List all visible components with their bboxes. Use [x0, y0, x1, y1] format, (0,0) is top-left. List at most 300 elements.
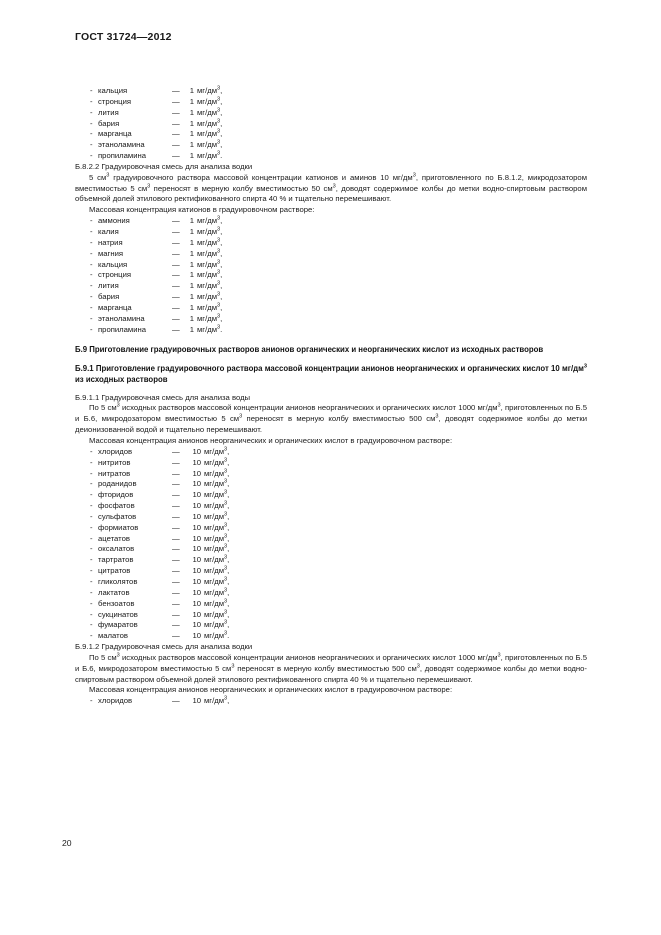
sup-cube: 3 — [224, 619, 228, 626]
sup-cube: 3 — [224, 554, 228, 561]
sup-cube: 3 — [224, 576, 228, 583]
spacer — [75, 335, 587, 344]
list-item-value: 1 — [189, 216, 194, 226]
list-item-bullet: - — [90, 248, 93, 258]
list-item-label: хлоридов — [98, 696, 133, 706]
list-item-label: гликолятов — [98, 576, 138, 586]
list-item — [75, 151, 587, 162]
list-item-bullet: - — [90, 544, 93, 554]
list-item-value: 10 — [192, 457, 201, 467]
list-item-unit: мг/дм — [204, 533, 224, 543]
sup-cube: 3 — [217, 237, 221, 244]
list-item — [75, 696, 587, 707]
list-item-separator: — — [172, 587, 180, 597]
list-item-label: кальция — [98, 86, 128, 95]
b912-p2: исходных растворов массовой концентрации анионов неорганических и органических кислот 1000 мг/дм — [119, 652, 498, 662]
list-item-unit: мг/дм — [197, 270, 217, 280]
list-item-label: лития — [98, 107, 119, 117]
lead-in-b911: Массовая концентрация анионов неорганических и органических кислот в градуировочном растворе: — [89, 436, 453, 445]
list-item-unit: мг/дм — [204, 576, 224, 586]
list-item-bullet: - — [90, 292, 93, 302]
list-item-label: тартратов — [98, 555, 134, 565]
list-item-label: нитратов — [98, 468, 131, 478]
list-item-label: магния — [98, 248, 124, 258]
list-item-punctuation: , — [227, 479, 230, 489]
list-item — [75, 447, 587, 458]
list-item — [75, 544, 587, 555]
list-cations — [75, 216, 587, 335]
list-item-separator: — — [172, 696, 180, 706]
list-item — [75, 270, 587, 281]
sup-cube: 3 — [224, 511, 228, 518]
list-item-label: натрия — [98, 237, 123, 247]
list-item — [75, 108, 587, 119]
list-item-unit: мг/дм — [204, 479, 224, 489]
list-item-separator: — — [172, 522, 180, 532]
list-item-bullet: - — [90, 555, 93, 565]
list-item-separator: — — [172, 479, 180, 489]
list-item-bullet: - — [90, 216, 93, 226]
list-item — [75, 303, 587, 314]
list-item-punctuation: , — [227, 446, 230, 456]
list-item — [75, 86, 587, 97]
list-item-punctuation: , — [220, 313, 223, 323]
list-item-value: 1 — [189, 107, 194, 117]
list-item-separator: — — [172, 598, 180, 608]
sup-cube: 3 — [217, 269, 221, 276]
sup-cube: 3 — [217, 248, 221, 255]
list-item-bullet: - — [90, 446, 93, 456]
sup-cube: 3 — [583, 363, 587, 370]
list-item-punctuation: , — [220, 259, 223, 269]
sup-cube: 3 — [416, 663, 420, 670]
list-item-punctuation: , — [220, 237, 223, 247]
list-item-separator: — — [172, 631, 180, 641]
list-item-punctuation: , — [227, 533, 230, 543]
list-item — [75, 631, 587, 642]
paragraph-b912-body — [75, 653, 587, 686]
list-item-value: 10 — [192, 446, 201, 456]
list-item-separator: — — [172, 544, 180, 554]
list-item-label: стронция — [98, 96, 132, 106]
list-item-label: оксалатов — [98, 544, 135, 554]
list-item-punctuation: , — [227, 620, 230, 630]
heading-b9: Б.9 Приготовление градуировочных растворов анионов органических и неорганических кислот из исходных растворов — [75, 345, 544, 355]
lead-in-b912: Массовая концентрация анионов неорганических и органических кислот в градуировочном растворе: — [89, 685, 453, 695]
list-item — [75, 479, 587, 490]
list-amines-tail — [75, 86, 587, 162]
sup-cube: 3 — [217, 313, 221, 320]
list-item — [75, 523, 587, 534]
heading-b911: Б.9.1.1 Градуировочная смесь для анализа воды — [75, 392, 251, 402]
sup-cube: 3 — [224, 489, 228, 496]
list-item-separator: — — [172, 118, 180, 128]
sup-cube: 3 — [497, 402, 501, 409]
b822-p3: , приготовленного по Б.8.1.2, микродозатором вместимостью 5 см — [75, 172, 587, 193]
list-item-label: кальция — [98, 259, 128, 269]
spacer — [75, 386, 587, 393]
b911-p2: исходных растворов массовой концентрации анионов неорганических и органических кислот 1000 мг/дм — [119, 403, 498, 413]
list-item-unit: мг/дм — [197, 292, 217, 302]
heading-b822: Б.8.2.2 Градуировочная смесь для анализа водки — [75, 161, 253, 171]
b911-p3: , приготовленных по Б.5 и Б.6, микродозатором вместимостью 5 см — [75, 403, 588, 424]
sup-cube: 3 — [239, 413, 243, 420]
list-item-punctuation: , — [227, 522, 230, 532]
list-item-unit: мг/дм — [204, 544, 224, 554]
list-item-punctuation: . — [227, 631, 230, 641]
list-item-unit: мг/дм — [197, 118, 217, 128]
list-item — [75, 458, 587, 469]
list-item-bullet: - — [90, 501, 93, 511]
list-item-unit: мг/дм — [204, 620, 224, 630]
list-item-separator: — — [172, 292, 180, 302]
list-item-label: бария — [98, 292, 120, 302]
list-item-value: 10 — [192, 468, 201, 478]
list-item-label: этаноламина — [98, 140, 145, 150]
list-item-bullet: - — [90, 511, 93, 521]
sup-cube: 3 — [332, 183, 336, 190]
sup-cube: 3 — [231, 663, 235, 670]
list-item-bullet: - — [90, 302, 93, 312]
list-item-label: фумаратов — [98, 620, 138, 630]
list-item-bullet: - — [90, 140, 93, 150]
list-item-label: фосфатов — [98, 501, 135, 511]
list-item-label: лактатов — [98, 587, 130, 597]
b912-p3: , приготовленных по Б.5 и Б.6, микродозатором вместимостью 5 см — [75, 652, 588, 673]
page-header: ГОСТ 31724—2012 — [75, 31, 172, 43]
list-item-punctuation: , — [220, 86, 223, 95]
list-item-label: сукцинатов — [98, 609, 138, 619]
list-item-bullet: - — [90, 609, 93, 619]
list-item-value: 10 — [192, 587, 201, 597]
list-item-separator: — — [172, 576, 180, 586]
list-item-unit: мг/дм — [197, 302, 217, 312]
b911-p5: , доводят содержимое колбы до метки деионизованной водой и тщательно перемешивают. — [75, 414, 587, 435]
spacer — [75, 356, 587, 363]
list-item — [75, 325, 587, 336]
list-item — [75, 292, 587, 303]
list-item-value: 10 — [192, 501, 201, 511]
list-item-separator: — — [172, 533, 180, 543]
sup-cube: 3 — [224, 446, 228, 453]
list-item-punctuation: , — [227, 457, 230, 467]
list-item-value: 1 — [189, 86, 194, 95]
list-item — [75, 534, 587, 545]
list-item-value: 10 — [192, 555, 201, 565]
list-item-bullet: - — [90, 587, 93, 597]
list-item-bullet: - — [90, 151, 93, 161]
list-item-value: 10 — [192, 566, 201, 576]
list-item-separator: — — [172, 107, 180, 117]
b912-p5: , доводят содержимое колбы до метки водно-спиртовым раствором объемной долей этилового ректификованного спирта 40 % и тщательно перемешивают. — [75, 663, 587, 684]
list-item-label: формиатов — [98, 522, 139, 532]
list-item-punctuation: , — [227, 587, 230, 597]
list-item-separator: — — [172, 609, 180, 619]
sup-cube: 3 — [217, 302, 221, 309]
sup-cube: 3 — [147, 183, 151, 190]
list-item-value: 10 — [192, 598, 201, 608]
sup-cube: 3 — [217, 96, 221, 103]
list-item — [75, 216, 587, 227]
list-item-separator: — — [172, 226, 180, 236]
list-item-unit: мг/дм — [197, 216, 217, 226]
list-item-label: малатов — [98, 631, 128, 641]
list-item-punctuation: , — [227, 511, 230, 521]
sup-cube: 3 — [224, 543, 228, 550]
list-item-value: 1 — [189, 270, 194, 280]
list-anions-vodka — [75, 696, 587, 707]
sup-cube: 3 — [224, 598, 228, 605]
list-item-bullet: - — [90, 566, 93, 576]
list-item-value: 1 — [189, 313, 194, 323]
list-item — [75, 610, 587, 621]
b911-p4: переносят в мерную колбу вместимостью 500 см — [242, 414, 436, 424]
list-item-separator: — — [172, 270, 180, 280]
b912-p4: переносят в мерную колбу вместимостью 500 см — [234, 663, 417, 673]
list-item-bullet: - — [90, 270, 93, 280]
list-item-separator: — — [172, 620, 180, 630]
list-item-bullet: - — [90, 118, 93, 128]
list-item-value: 1 — [189, 324, 194, 334]
list-item-unit: мг/дм — [197, 237, 217, 247]
list-item-separator: — — [172, 457, 180, 467]
list-item-bullet: - — [90, 533, 93, 543]
list-item-separator: — — [172, 490, 180, 500]
list-item-value: 1 — [189, 259, 194, 269]
list-item — [75, 599, 587, 610]
sup-cube: 3 — [224, 533, 228, 540]
list-item-bullet: - — [90, 631, 93, 641]
sup-cube: 3 — [217, 117, 221, 124]
list-item-punctuation: , — [220, 140, 223, 150]
list-item-value: 10 — [192, 620, 201, 630]
list-item-bullet: - — [90, 324, 93, 334]
list-item-punctuation: , — [227, 598, 230, 608]
list-item-label: марганца — [98, 129, 132, 139]
list-item-separator: — — [172, 313, 180, 323]
list-item-separator: — — [172, 86, 180, 95]
list-item-separator: — — [172, 324, 180, 334]
list-item-bullet: - — [90, 468, 93, 478]
sup-cube: 3 — [412, 172, 416, 179]
list-item-bullet: - — [90, 96, 93, 106]
list-item-bullet: - — [90, 522, 93, 532]
list-item-separator: — — [172, 501, 180, 511]
list-item-separator: — — [172, 555, 180, 565]
list-item — [75, 566, 587, 577]
list-item-separator: — — [172, 96, 180, 106]
list-item-unit: мг/дм — [204, 555, 224, 565]
sup-cube: 3 — [116, 652, 120, 659]
list-item-value: 10 — [192, 544, 201, 554]
list-item-label: пропиламина — [98, 324, 147, 334]
list-item-unit: мг/дм — [204, 457, 224, 467]
list-item-unit: мг/дм — [197, 313, 217, 323]
list-item-label: роданидов — [98, 479, 137, 489]
list-item-punctuation: , — [220, 118, 223, 128]
list-item-punctuation: , — [227, 490, 230, 500]
list-item-unit: мг/дм — [197, 107, 217, 117]
list-item-punctuation: . — [220, 151, 223, 161]
list-item-punctuation: , — [220, 216, 223, 226]
list-item-label: стронция — [98, 270, 132, 280]
list-item-separator: — — [172, 237, 180, 247]
sup-cube: 3 — [217, 324, 221, 330]
list-item-bullet: - — [90, 226, 93, 236]
list-item-value: 1 — [189, 226, 194, 236]
list-item-bullet: - — [90, 313, 93, 323]
list-item-punctuation: , — [220, 248, 223, 258]
list-item — [75, 227, 587, 238]
list-item — [75, 555, 587, 566]
list-item-value: 1 — [189, 281, 194, 291]
b91-p1: Б.9.1 Приготовление градуировочного раствора массовой концентрации анионов неорганических и органических кислот 10 мг/дм — [75, 363, 584, 373]
list-item — [75, 577, 587, 588]
list-item-unit: мг/дм — [197, 259, 217, 269]
list-item-bullet: - — [90, 490, 93, 500]
list-item-value: 1 — [189, 96, 194, 106]
list-item-separator: — — [172, 259, 180, 269]
b91-p2: из исходных растворов — [75, 375, 168, 385]
list-item-label: аммония — [98, 216, 130, 226]
sup-cube: 3 — [224, 457, 228, 464]
sup-cube: 3 — [217, 226, 221, 233]
list-item-label: калия — [98, 226, 119, 236]
sup-cube: 3 — [106, 172, 110, 179]
heading-b912: Б.9.1.2 Градуировочная смесь для анализа водки — [75, 642, 253, 652]
list-item-label: бензоатов — [98, 598, 135, 608]
list-item-label: нитритов — [98, 457, 131, 467]
list-item-value: 10 — [192, 609, 201, 619]
list-item-punctuation: , — [227, 555, 230, 565]
list-item-unit: мг/дм — [204, 609, 224, 619]
sup-cube: 3 — [217, 215, 221, 222]
list-item-value: 1 — [189, 248, 194, 258]
list-item — [75, 140, 587, 151]
list-item-bullet: - — [90, 86, 93, 95]
list-item-bullet: - — [90, 457, 93, 467]
list-item — [75, 501, 587, 512]
list-item-separator: — — [172, 129, 180, 139]
list-item-bullet: - — [90, 259, 93, 269]
sup-cube: 3 — [217, 291, 221, 298]
list-item-label: цитратов — [98, 566, 131, 576]
list-item-bullet: - — [90, 107, 93, 117]
list-item-unit: мг/дм — [204, 511, 224, 521]
list-item-punctuation: , — [227, 544, 230, 554]
b822-p5: , доводят содержимое колбы до метки водно-спиртовым раствором объемной долей этилового ректификованного спирта 40 % и тщательно перемешивают. — [75, 183, 587, 204]
b911-p1: По 5 см — [89, 403, 117, 413]
list-item-separator: — — [172, 140, 180, 150]
sup-cube: 3 — [224, 500, 228, 507]
list-item-punctuation: , — [220, 129, 223, 139]
list-item-unit: мг/дм — [197, 226, 217, 236]
list-item-punctuation: , — [220, 226, 223, 236]
list-item-unit: мг/дм — [204, 631, 224, 641]
list-item-bullet: - — [90, 129, 93, 139]
sup-cube: 3 — [224, 630, 228, 637]
list-item-label: марганца — [98, 302, 132, 312]
list-item-unit: мг/дм — [197, 151, 217, 161]
list-item-unit: мг/дм — [204, 587, 224, 597]
sup-cube: 3 — [224, 587, 228, 594]
sup-cube: 3 — [217, 128, 221, 135]
list-item-value: 10 — [192, 576, 201, 586]
paragraph-b911-body — [75, 403, 587, 436]
list-item-punctuation: , — [227, 501, 230, 511]
lead-in-b822: Массовая концентрация катионов в градуировочном растворе: — [89, 205, 315, 215]
list-item-unit: мг/дм — [197, 96, 217, 106]
list-item-separator: — — [172, 216, 180, 226]
list-item-separator: — — [172, 566, 180, 576]
sup-cube: 3 — [224, 522, 228, 529]
list-item-label: ацетатов — [98, 533, 130, 543]
list-item-unit: мг/дм — [197, 281, 217, 291]
list-item-label: этаноламина — [98, 313, 145, 323]
list-item-punctuation: , — [227, 468, 230, 478]
list-item-unit: мг/дм — [197, 129, 217, 139]
list-item-unit: мг/дм — [197, 248, 217, 258]
list-item-value: 10 — [192, 490, 201, 500]
list-item-separator: — — [172, 151, 180, 161]
list-item — [75, 512, 587, 523]
sup-cube: 3 — [217, 85, 221, 92]
list-item — [75, 490, 587, 501]
list-item-label: бария — [98, 118, 120, 128]
list-item-unit: мг/дм — [197, 140, 217, 150]
list-item-value: 10 — [192, 522, 201, 532]
list-item-unit: мг/дм — [204, 696, 224, 706]
list-item-unit: мг/дм — [204, 566, 224, 576]
sup-cube: 3 — [497, 652, 501, 659]
sup-cube: 3 — [435, 413, 439, 420]
list-item-value: 10 — [192, 533, 201, 543]
list-item-value: 1 — [189, 237, 194, 247]
list-item — [75, 129, 587, 140]
list-item-unit: мг/дм — [204, 490, 224, 500]
list-item-unit: мг/дм — [204, 522, 224, 532]
list-item-punctuation: , — [220, 270, 223, 280]
list-item-value: 1 — [189, 129, 194, 139]
list-item-label: сульфатов — [98, 511, 137, 521]
list-item-label: хлоридов — [98, 446, 133, 456]
list-item-separator: — — [172, 468, 180, 478]
list-item-value: 10 — [192, 631, 201, 641]
page-number: 20 — [62, 838, 72, 848]
list-item-separator: — — [172, 446, 180, 456]
list-item-value: 1 — [189, 118, 194, 128]
list-item-bullet: - — [90, 576, 93, 586]
list-item-value: 10 — [192, 479, 201, 489]
list-item-punctuation: , — [227, 576, 230, 586]
sup-cube: 3 — [217, 150, 221, 157]
list-item — [75, 588, 587, 599]
list-item — [75, 620, 587, 631]
list-item-separator: — — [172, 511, 180, 521]
list-item-label: фторидов — [98, 490, 134, 500]
sup-cube: 3 — [224, 478, 228, 485]
list-item-label: лития — [98, 281, 119, 291]
list-item — [75, 249, 587, 260]
list-item-unit: мг/дм — [204, 598, 224, 608]
list-item-label: пропиламина — [98, 151, 147, 161]
list-item-value: 1 — [189, 140, 194, 150]
paragraph-b822-body — [75, 173, 587, 206]
sup-cube: 3 — [217, 258, 221, 265]
list-item — [75, 97, 587, 108]
heading-b91 — [75, 363, 587, 386]
sup-cube: 3 — [224, 565, 228, 572]
